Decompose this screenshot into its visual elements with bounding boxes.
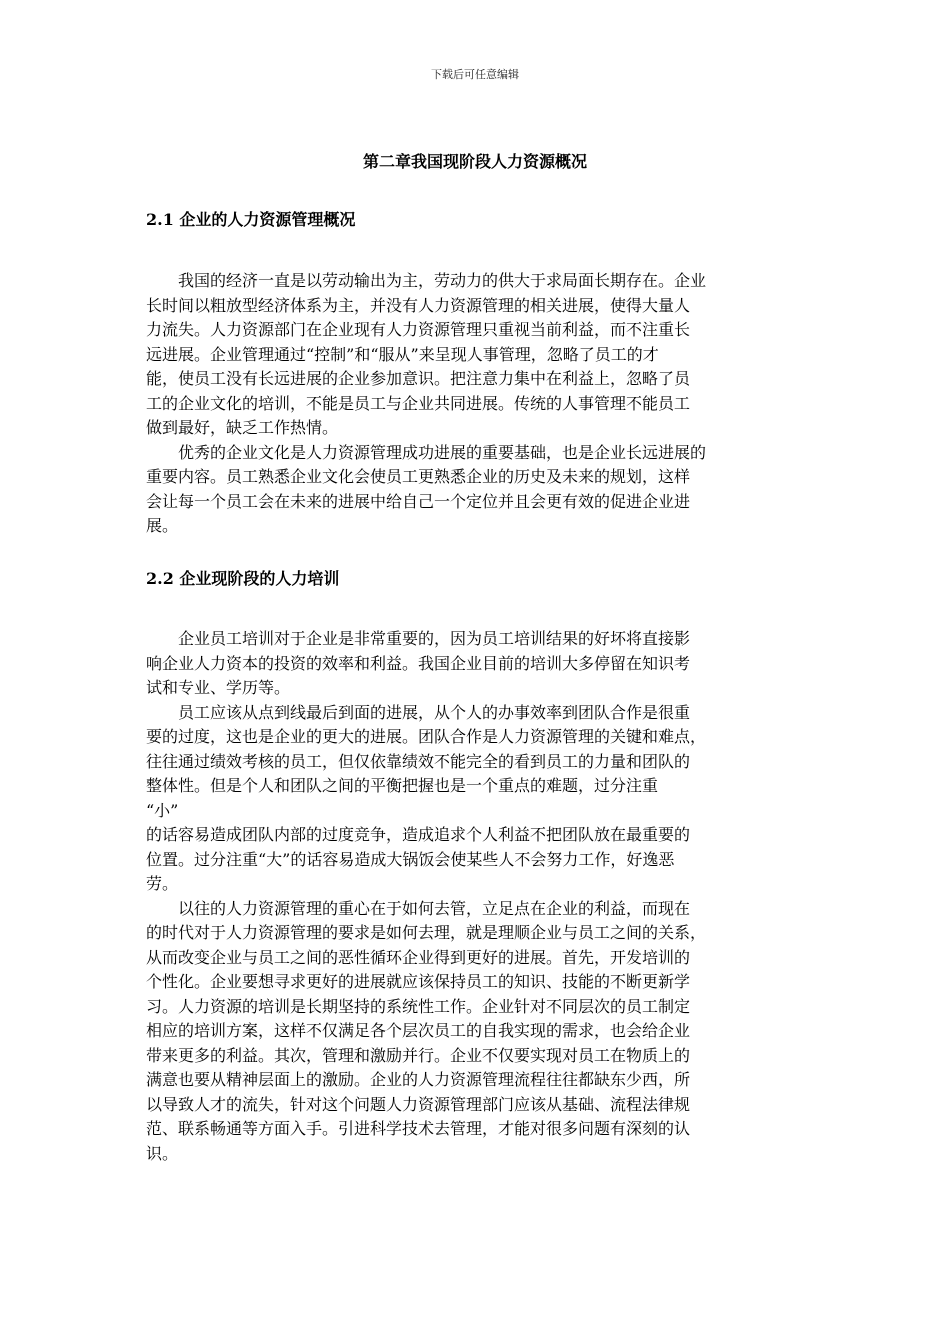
paragraph-line: 重要内容。员工熟悉企业文化会使员工更熟悉企业的历史及未来的规划，这样	[146, 467, 691, 486]
paragraph-line: 要的过度，这也是企业的更大的进展。团队合作是人力资源管理的关键和难点，	[146, 727, 707, 746]
paragraph-line: 从而改变企业与员工之间的恶性循环企业得到更好的进展。首先，开发培训的	[146, 947, 691, 967]
paragraph-line: 满意也要从精神层面上的激励。企业的人力资源管理流程往往都缺东少西，所	[146, 1070, 691, 1089]
paragraph-line: 整体性。但是个人和团队之间的平衡把握也是一个重点的难题，过分注重	[146, 776, 659, 795]
paragraph-line: 做到最好，缺乏工作热情。	[146, 418, 339, 437]
paragraph-line: 范、联系畅通等方面入手。引进科学技术去管理，才能对很多问题有深刻的认	[146, 1119, 691, 1138]
paragraph-line: 员工应该从点到线最后到面的进展，从个人的办事效率到团队合作是很重	[146, 702, 691, 722]
paragraph-line: 以往的人力资源管理的重心在于如何去管，立足点在企业的利益，而现在	[146, 898, 691, 918]
section-heading-2-1: 2.1 企业的人力资源管理概况	[146, 210, 356, 229]
paragraph-line: 力流失。人力资源部门在企业现有人力资源管理只重视当前利益，而不注重长	[146, 320, 691, 339]
paragraph-line: 的时代对于人力资源管理的要求是如何去理，就是理顺企业与员工之间的关系，	[146, 923, 707, 942]
paragraph-line: 展。	[146, 516, 179, 535]
paragraph-line: 往往通过绩效考核的员工，但仅依靠绩效不能完全的看到员工的力量和团队的	[146, 751, 691, 771]
paragraph-line: 长时间以粗放型经济体系为主，并没有人力资源管理的相关进展，使得大量人	[146, 295, 691, 315]
paragraph-line: 习。人力资源的培训是长期坚持的系统性工作。企业针对不同层次的员工制定	[146, 996, 691, 1016]
paragraph-line: 相应的培训方案，这样不仅满足各个层次员工的自我实现的需求，也会给企业	[146, 1021, 691, 1040]
paragraph-line: 的话容易造成团队内部的过度竞争，造成追求个人利益不把团队放在最重要的	[146, 825, 691, 844]
paragraph-line: 带来更多的利益。其次，管理和激励并行。企业不仅要实现对员工在物质上的	[146, 1045, 691, 1065]
paragraph-line: “小”	[146, 800, 179, 820]
paragraph-line: 以导致人才的流失，针对这个问题人力资源管理部门应该从基础、流程法律规	[146, 1094, 691, 1114]
section-heading-2-2: 2.2 企业现阶段的人力培训	[146, 569, 340, 588]
paragraph-line: 识。	[146, 1143, 179, 1163]
paragraph-line: 试和专业、学历等。	[146, 678, 291, 697]
paragraph-line: 位置。过分注重“大”的话容易造成大锅饭会使某些人不会努力工作，好逸恶	[146, 849, 675, 869]
paragraph-line: 工的企业文化的培训，不能是员工与企业共同进展。传统的人事管理不能员工	[146, 393, 691, 413]
section-2-1-body	[146, 269, 826, 539]
paragraph-line: 企业员工培训对于企业是非常重要的，因为员工培训结果的好坏将直接影	[146, 629, 691, 648]
paragraph-line: 优秀的企业文化是人力资源管理成功进展的重要基础，也是企业长远进展的	[146, 442, 707, 462]
paragraph-line: 远进展。企业管理通过“控制”和“服从”来呈现人事管理，忽略了员工的才	[146, 344, 659, 364]
paragraph-line: 我国的经济一直是以劳动输出为主，劳动力的供大于求局面长期存在。企业	[146, 271, 707, 290]
header-note: 下载后可任意编辑	[431, 68, 519, 81]
paragraph-line: 会让每一个员工会在未来的进展中给自己一个定位并且会更有效的促进企业进	[146, 491, 691, 511]
section-2-2-body	[146, 627, 826, 1166]
paragraph-line: 个性化。企业要想寻求更好的进展就应该保持员工的知识、技能的不断更新学	[146, 972, 691, 991]
chapter-title: 第二章我国现阶段人力资源概况	[362, 152, 587, 171]
paragraph-line: 能，使员工没有长远进展的企业参加意识。把注意力集中在利益上，忽略了员	[146, 369, 691, 388]
paragraph-line: 劳。	[146, 874, 179, 893]
paragraph-line: 响企业人力资本的投资的效率和利益。我国企业目前的培训大多停留在知识考	[146, 653, 691, 673]
